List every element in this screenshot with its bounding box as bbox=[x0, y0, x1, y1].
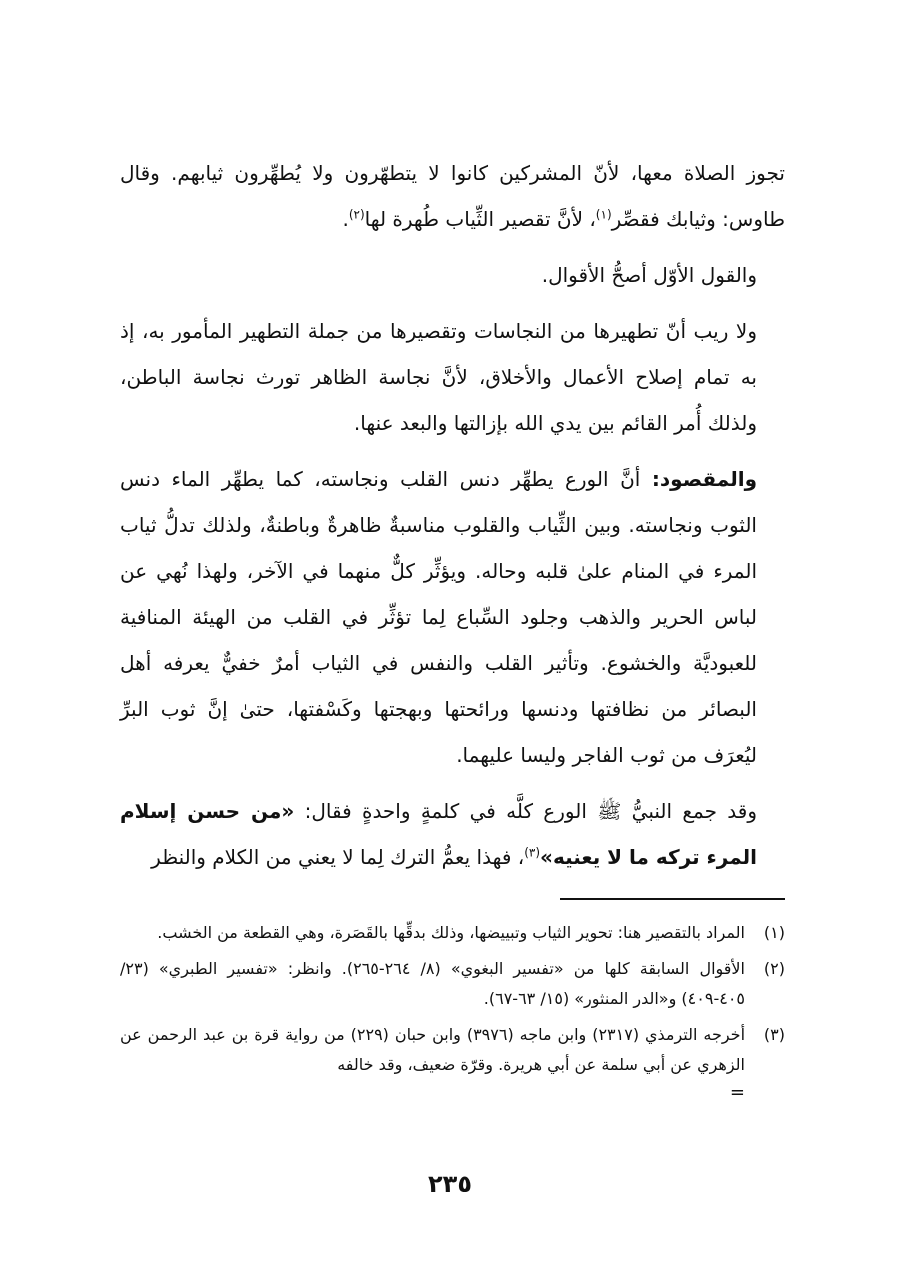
paragraph-1-text-b: ، لأنَّ تقصير الثِّياب طُهرة لها bbox=[364, 207, 596, 231]
footnote-text: الأقوال السابقة كلها من «تفسير البغوي» (٨/ ٢٦٤-٢٦٥). وانظر: «تفسير الطبري» (٢٣/ ٤٠٥-٤٠٩) و«الدر المنثور» (١٥/ ٦٣-٦٧). bbox=[120, 959, 745, 1008]
footnote-ref-2: (٢) bbox=[348, 207, 365, 222]
paragraph-5-text-a: وقد جمع النبيُّ ﷺ الورع كلَّه في كلمةٍ واحدةٍ فقال: bbox=[294, 799, 757, 823]
footnote-number: (٢) bbox=[763, 959, 785, 978]
footnote-ref-3: (٣) bbox=[524, 845, 541, 860]
footnotes bbox=[120, 918, 785, 1103]
paragraph-4-text: أنَّ الورع يطهِّر دنس القلب ونجاسته، كما يطهِّر الماء دنس الثوب ونجاسته. وبين الثِّياب والقلوب مناسبةٌ ظاهرةٌ وباطنةٌ، ولذلك تدلُّ ثياب المرء في المنام علىٰ قلبه وحاله. ويؤثِّر كلٌّ منهما في الآخر، ولهذا نُهي عن لباس الحرير والذهب وجلود السِّباع لِما تؤثِّر في القلب من الهيئة المنافية للعبوديَّة والخشوع. وتأثير القلب والنفس في الثياب أمرٌ خفيٌّ يعرفه أهل البصائر من نظافتها ودنسها ورائحتها وبهجتها وكَسْفتها، حتىٰ إنَّ ثوب البرِّ ليُعرَف من ثوب الفاجر وليسا عليهما. bbox=[120, 467, 757, 767]
page-number: ٢٣٥ bbox=[428, 1170, 472, 1198]
paragraph-3: ولا ريب أنّ تطهيرها من النجاسات وتقصيرها من جملة التطهير المأمور به، إذ به تمام إصلاح الأعمال والأخلاق، لأنَّ نجاسة الظاهر تورث نجاسة الباطن، ولذلك أُمر القائم بين يدي الله بإزالتها والبعد عنها. bbox=[120, 319, 757, 435]
paragraph-4-lead: والمقصود: bbox=[651, 467, 757, 491]
footnote-2 bbox=[120, 954, 785, 1014]
continuation-mark: = bbox=[729, 1082, 745, 1103]
footnote-separator bbox=[560, 898, 785, 900]
footnote-1 bbox=[120, 918, 785, 948]
paragraph-5-text-b: ، فهذا يعمُّ الترك لِما لا يعني من الكلام والنظر bbox=[151, 845, 525, 869]
hadith-quote: «من حسن إسلام المرء تركه ما لا يعنيه» bbox=[120, 799, 757, 869]
main-text bbox=[120, 150, 785, 880]
footnote-text: أخرجه الترمذي (٢٣١٧) وابن ماجه (٣٩٧٦) وابن حبان (٢٢٩) من رواية قرة بن عبد الرحمن عن الزهري عن أبي سلمة عن أبي هريرة. وقرّة ضعيف، وقد خالفه bbox=[120, 1025, 746, 1074]
footnote-3 bbox=[120, 1020, 785, 1080]
footnote-text: المراد بالتقصير هنا: تحوير الثياب وتبييضها، وذلك بدقِّها بالقَصَرة، وهي القطعة من الخشب. bbox=[157, 923, 745, 942]
paragraph-1-text-a: تجوز الصلاة معها، لأنّ المشركين كانوا لا يتطهّرون ولا يُطهِّرون ثيابهم. وقال طاوس: وثيابك فقصِّر bbox=[120, 161, 785, 231]
paragraph-5 bbox=[120, 788, 785, 880]
footnote-number: (١) bbox=[763, 923, 785, 942]
paragraph-1-text-c: . bbox=[342, 207, 349, 231]
footnote-number: (٣) bbox=[763, 1025, 785, 1044]
paragraph-1 bbox=[120, 150, 785, 242]
footnote-ref-1: (١) bbox=[595, 207, 612, 222]
paragraph-2: والقول الأوّل أصحُّ الأقوال. bbox=[541, 263, 757, 287]
paragraph-4 bbox=[120, 456, 785, 778]
